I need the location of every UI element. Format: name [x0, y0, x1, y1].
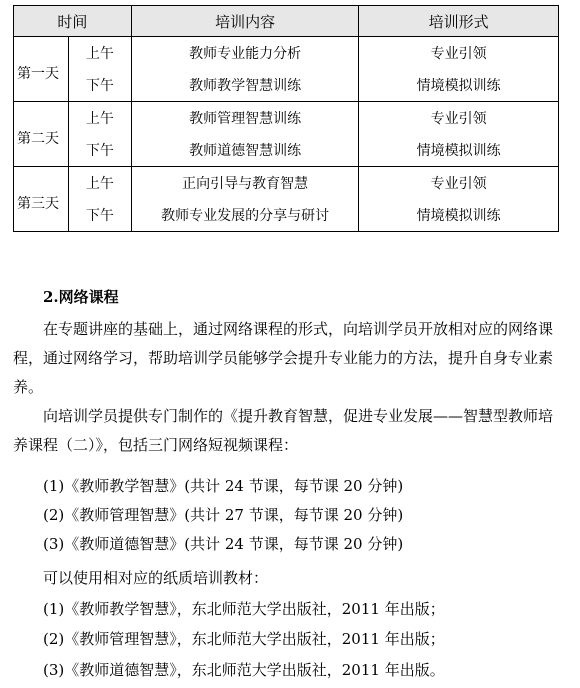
- material-item: (3)《教师道德智慧》，东北师范大学出版社，2011 年出版。: [43, 661, 445, 679]
- paragraph-courses: 向培训学员提供专门制作的《提升教育智慧，促进专业发展——智慧型教师培养课程（二）》，包括三门网络短视频课程：: [13, 407, 554, 454]
- table-row: [14, 68, 559, 102]
- form-cell: 情境模拟训练: [359, 68, 559, 102]
- table-row: [14, 37, 559, 69]
- material-item: (1)《教师教学智慧》，东北师范大学出版社，2011 年出版；: [43, 600, 445, 618]
- form-cell: 专业引领: [359, 37, 559, 69]
- form-cell: 情境模拟训练: [359, 133, 559, 167]
- content-cell: 教师专业能力分析: [131, 37, 359, 69]
- content-cell: 教师教学智慧训练: [131, 68, 359, 102]
- day-label: 第二天: [14, 102, 69, 167]
- table-row: [14, 133, 559, 167]
- period-cell: 上午: [68, 37, 131, 69]
- period-cell: 下午: [68, 198, 131, 232]
- period-cell: 下午: [68, 133, 131, 167]
- form-cell: 专业引领: [359, 167, 559, 199]
- day-label: 第一天: [14, 37, 69, 102]
- table-row: [14, 102, 559, 134]
- material-item: (2)《教师管理智慧》，东北师范大学出版社，2011 年出版；: [43, 630, 445, 648]
- content-cell: 教师管理智慧训练: [131, 102, 359, 134]
- paragraph-intro: 在专题讲座的基础上，通过网络课程的形式，向培训学员开放相对应的网络课程，通过网络学习，帮助培训学员能够学会提升专业能力的方法，提升自身专业素养。: [13, 320, 554, 396]
- course-item: (2)《教师管理智慧》(共计 27 节课，每节课 20 分钟): [43, 506, 404, 524]
- materials-intro: 可以使用相对应的纸质培训教材：: [43, 569, 269, 587]
- day-label: 第三天: [14, 167, 69, 232]
- course-item: (3)《教师道德智慧》(共计 24 节课，每节课 20 分钟): [43, 535, 404, 553]
- period-cell: 上午: [68, 167, 131, 199]
- header-content: 培训内容: [131, 6, 359, 37]
- form-cell: 情境模拟训练: [359, 198, 559, 232]
- content-cell: 教师道德智慧训练: [131, 133, 359, 167]
- content-cell: 正向引导与教育智慧: [131, 167, 359, 199]
- course-item: (1)《教师教学智慧》(共计 24 节课，每节课 20 分钟): [43, 477, 404, 495]
- content-cell: 教师专业发展的分享与研讨: [131, 198, 359, 232]
- header-form: 培训形式: [359, 6, 559, 37]
- period-cell: 上午: [68, 102, 131, 134]
- period-cell: 下午: [68, 68, 131, 102]
- form-cell: 专业引领: [359, 102, 559, 134]
- table-row: [14, 167, 559, 199]
- header-time: 时间: [14, 6, 132, 37]
- training-schedule-table: [13, 5, 559, 232]
- table-row: [14, 198, 559, 232]
- section-heading: 2.网络课程: [43, 288, 119, 306]
- table-header-row: [14, 6, 559, 37]
